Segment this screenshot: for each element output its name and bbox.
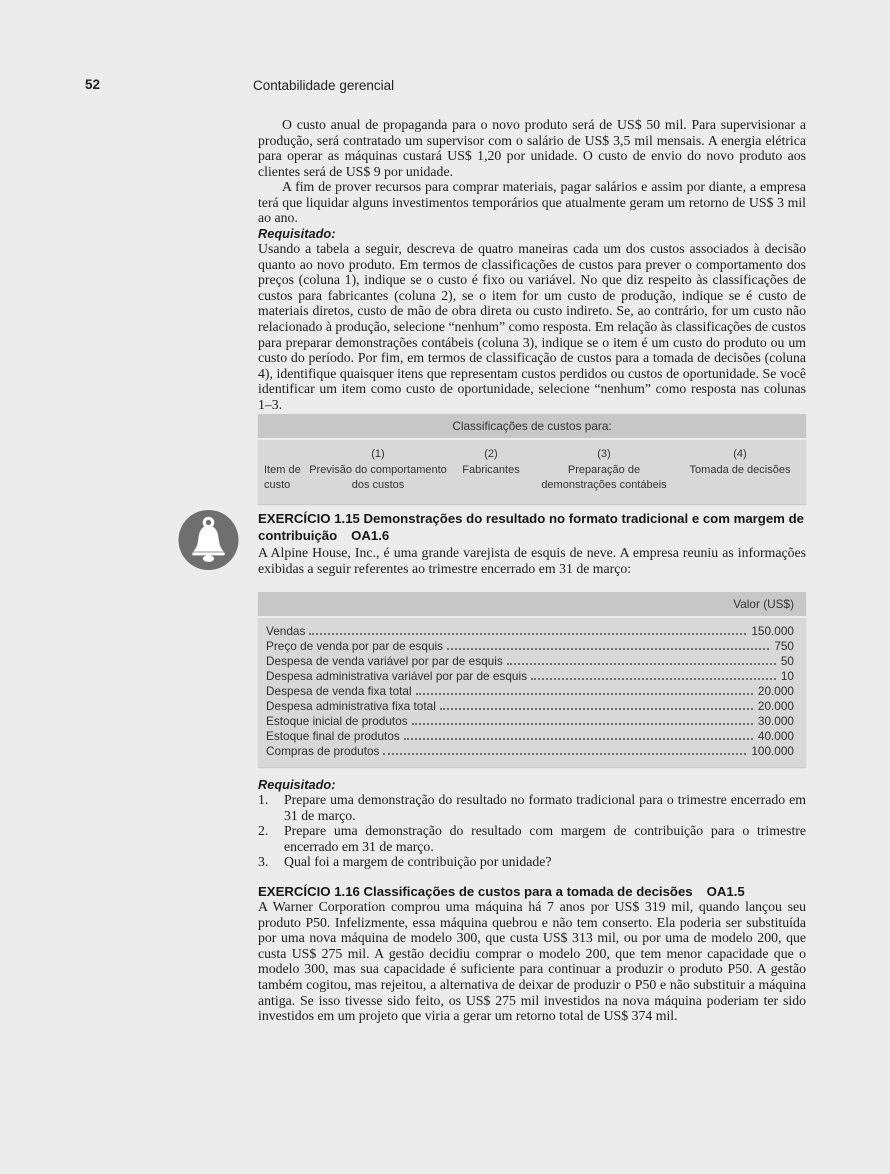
row-label: Despesa administrativa fixa total [266,699,436,713]
list-item-text: Qual foi a margem de contribuição por unidade? [284,854,552,870]
column-number [264,447,308,463]
list-item [258,792,806,823]
list-item-text: Prepare uma demonstração do resultado no formato tradicional para o trimestre encerrado em 31 de março. [284,792,806,823]
list-item-text: Prepare uma demonstração do resultado com margem de contribuição para o trimestre encerrado em 31 de março. [284,823,806,854]
column-header-tomada [674,447,806,494]
list-item-number: 3. [258,854,269,870]
table-row [266,639,794,654]
row-label: Preço de venda por par de esquis [266,639,444,653]
column-number: (3) [597,448,611,460]
row-value: 20.000 [757,699,794,713]
row-label: Estoque inicial de produtos [266,714,408,728]
dot-leader [412,723,753,725]
classification-table-title: Classificações de custos para: [258,414,806,438]
row-value: 40.000 [757,729,794,743]
table-row [266,714,794,729]
table-row [266,684,794,699]
column-name: Tomada de decisões [689,463,791,476]
values-table [258,592,806,767]
list-item [258,854,806,870]
table-row [266,729,794,744]
list-item-number: 2. [258,823,269,839]
exercise-1-15-heading [258,510,806,544]
classification-table-header-row [258,440,806,504]
requisitado-heading-1: Requisitado: [258,226,336,241]
table-row [266,699,794,714]
page-number: 52 [85,77,101,92]
exercise-1-15-title: EXERCÍCIO 1.15 Demonstrações do resultado no formato tradicional e com margem de contribuição [258,511,804,543]
intro-paragraph-2: A fim de prover recursos para comprar materiais, pagar salários e assim por diante, a empresa terá que liquidar alguns investimentos temporários que atualmente geram um retorno de US$ 3 mil ao ano. [258,179,806,226]
list-item [258,823,806,854]
exercise-1-16-body: A Warner Corporation comprou uma máquina há 7 anos por US$ 319 mil, quando lançou seu produto P50. Infelizmente, essa máquina quebrou e não tem conserto. Ela poderia ser substituída por uma nova máquina de modelo 300, que custa US$ 313 mil, ou por uma de modelo 200, que custa US$ 275 mil. A gestão decidiu comprar o modelo 200, que tem menor capacidade que o modelo 300, mas sua capacidade é suficiente para continuar a produzir o produto P50. A gestão também cogitou, mas rejeitou, a alternativa de deixar de produzir o P50 e não substituir a máquina antiga. Se isso tivesse sido feito, os US$ 275 mil investidos na nova máquina poderiam ter sido investidos em um projeto que viria a gerar um retorno total de US$ 374 mil. [258,899,806,1024]
column-number: (1) [371,448,385,460]
exercise-1-15-objective-tag: OA1.6 [351,528,390,543]
row-value: 10 [780,669,794,683]
table-row [266,654,794,669]
row-label: Compras de produtos [266,744,380,758]
row-label: Vendas [266,624,306,638]
exercise-1-16-objective-tag: OA1.5 [706,884,745,899]
row-label: Despesa de venda variável por par de esquis [266,654,503,668]
column-number: (4) [733,448,747,460]
row-label: Estoque final de produtos [266,729,400,743]
values-table-body [258,618,806,767]
column-name: Fabricantes [462,463,520,476]
table-row [266,669,794,684]
dot-leader [531,678,776,680]
row-label: Despesa de venda fixa total [266,684,412,698]
running-header-title: Contabilidade gerencial [253,78,395,93]
exercise-1-16-title: EXERCÍCIO 1.16 Classificações de custos para a tomada de decisões [258,884,693,899]
dot-leader [507,663,776,665]
row-value: 150.000 [751,624,794,638]
row-value: 750 [774,639,794,653]
row-value: 30.000 [757,714,794,728]
exercise-1-15-requirements-list [258,792,806,870]
list-item-number: 1. [258,792,269,807]
column-name: Item de custo [264,463,301,491]
dot-leader [383,753,746,755]
classification-table [258,414,806,504]
exercise-1-16-heading [258,883,806,900]
column-header-item-de-custo [258,447,308,494]
intro-paragraph-1: O custo anual de propaganda para o novo produto será de US$ 50 mil. Para supervisionar a produção, será contratado um supervisor com o salário de US$ 3,5 mil mensais. A energia elétrica para operar as máquinas custará US$ 1,20 por unidade. O custo de envio do novo produto aos clientes será de US$ 9 por unidade. [258,117,806,179]
column-name: Preparação de demonstrações contábeis [541,463,667,491]
column-number: (2) [484,448,498,460]
exercise-1-15-intro: A Alpine House, Inc., é uma grande varejista de esquis de neve. A empresa reuniu as informações exibidas a seguir referentes ao trimestre encerrado em 31 de março: [258,545,806,576]
column-header-previsao [308,447,448,494]
table-row [266,744,794,759]
bell-icon [178,509,239,571]
row-value: 20.000 [757,684,794,698]
dot-leader [404,738,753,740]
dot-leader [447,648,769,650]
values-table-header: Valor (US$) [258,592,806,616]
requisitado-heading-2: Requisitado: [258,777,336,792]
dot-leader [440,708,753,710]
column-header-preparacao [534,447,674,494]
row-value: 100.000 [751,744,794,758]
column-name: Previsão do comportamento dos custos [309,463,447,491]
row-value: 50 [780,654,794,668]
row-label: Despesa administrativa variável por par de esquis [266,669,527,683]
dot-leader [309,633,746,635]
column-header-fabricantes [448,447,534,494]
dot-leader [416,693,753,695]
table-row [266,624,794,639]
instructions-paragraph: Usando a tabela a seguir, descreva de quatro maneiras cada um dos custos associados à decisão quanto ao novo produto. Em termos de classificações de custos para prever o comportamento dos preços (coluna 1), indique se o custo é fixo ou variável. No que diz respeito às classificações de custos para fabricantes (coluna 2), se o item for um custo de produção, indique se é custo de materiais diretos, custo de mão de obra direta ou custo indireto. Se, ao contrário, for um custo não relacionado à produção, selecione “nenhum” como resposta. Em relação às classificações de custos para preparar demonstrações contábeis (coluna 3), indique se o item é um custo do produto ou um custo do período. Por fim, em termos de classificação de custos para a tomada de decisões (coluna 4), identifique quaisquer itens que representam custos perdidos ou custos de oportunidade. Se você identificar um item como custo de oportunidade, selecione “nenhum” como resposta nas colunas 1–3. [258,241,806,412]
